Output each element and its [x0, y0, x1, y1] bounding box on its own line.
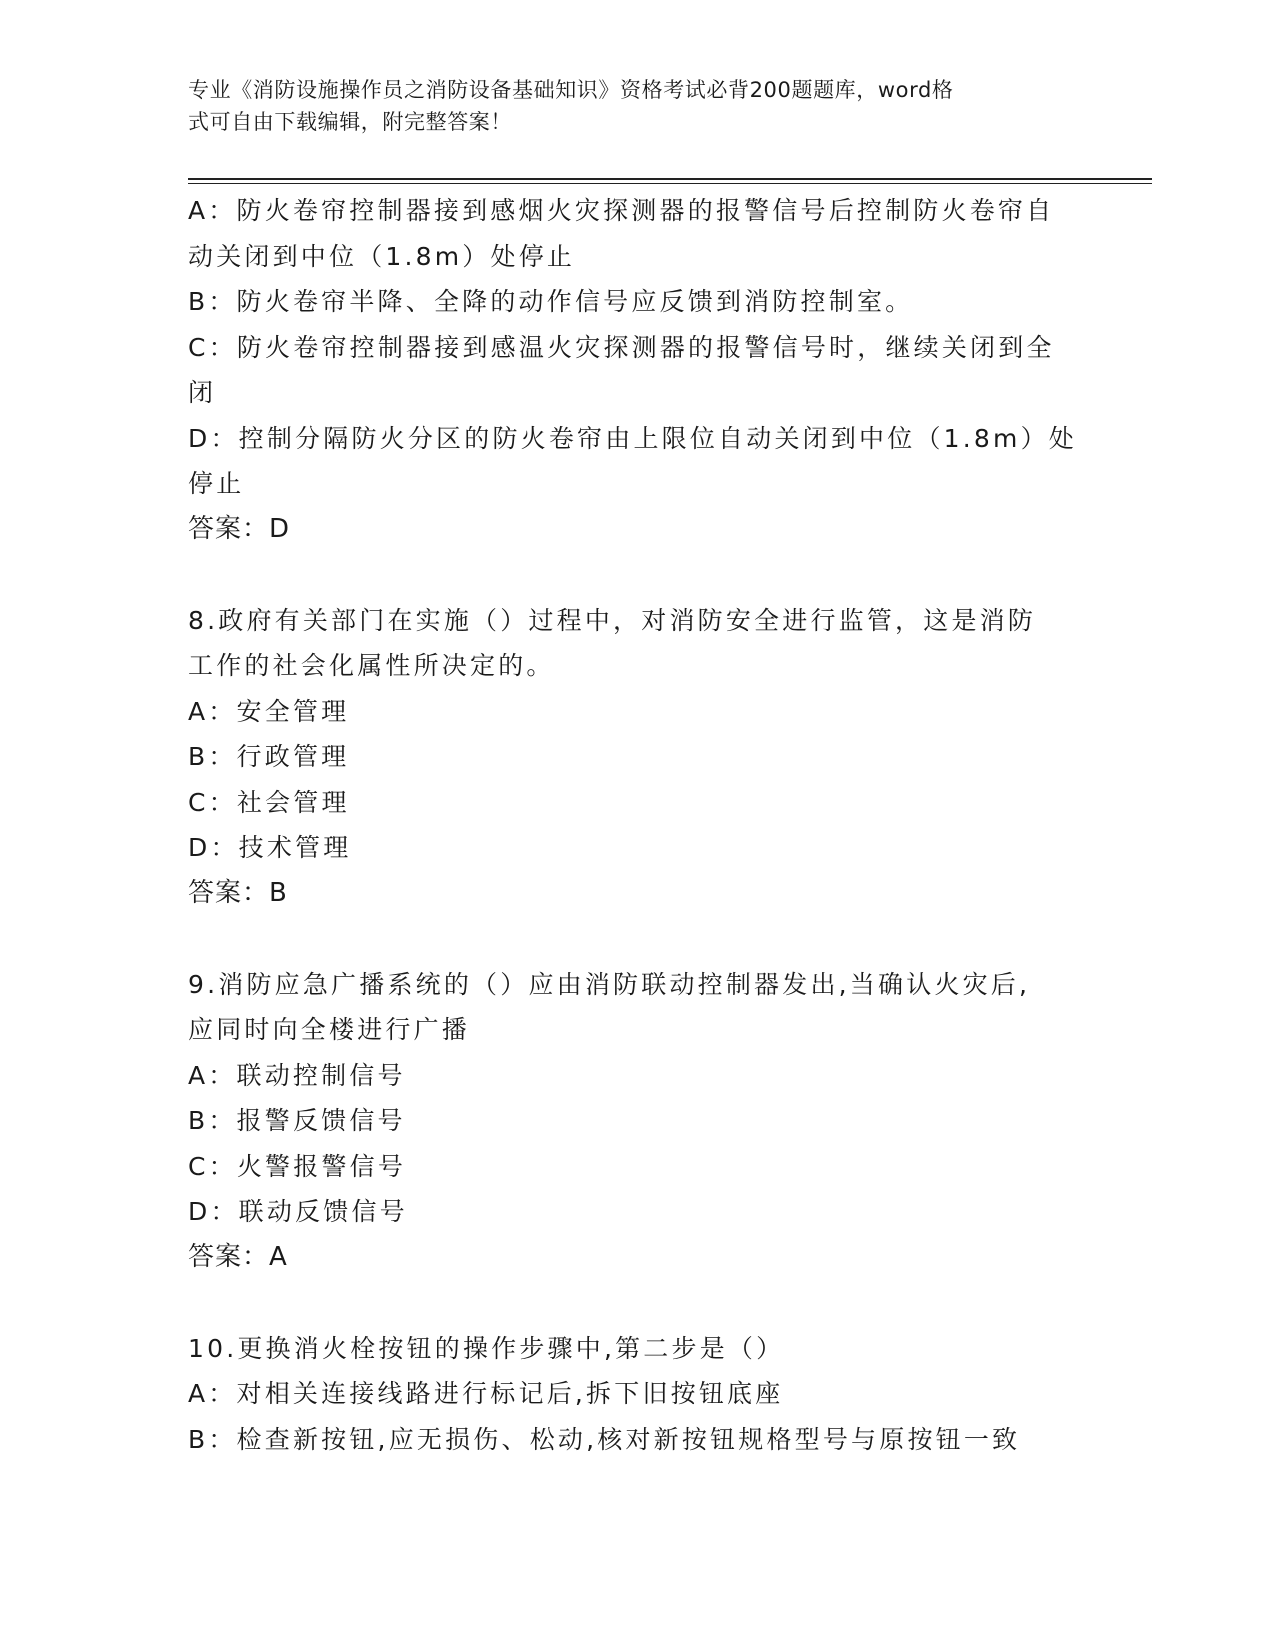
q8-stem-line-2: 工作的社会化属性所决定的。 — [188, 651, 555, 680]
q7-option-b: B：防火卷帘半降、全降的动作信号应反馈到消防控制室。 — [188, 287, 914, 316]
q8-option-b: B：行政管理 — [188, 742, 350, 771]
q9-option-b: B：报警反馈信号 — [188, 1106, 406, 1135]
question-8-block — [188, 598, 1088, 917]
header-divider-thin — [188, 183, 1152, 184]
q7-answer: 答案：D — [188, 513, 291, 544]
spacer — [188, 916, 1088, 962]
header-divider-thick — [188, 178, 1152, 180]
q8-option-a: A：安全管理 — [188, 696, 350, 726]
spacer — [188, 552, 1088, 598]
q7-option-d-line-1: D：控制分隔防火分区的防火卷帘由上限位自动关闭到中位（1.8m）处 — [188, 423, 1077, 453]
q7-option-c-line-2: 闭 — [188, 378, 217, 407]
header-line-1: 专业《消防设施操作员之消防设备基础知识》资格考试必背200题题库，word格 — [188, 78, 954, 102]
q7-option-c-line-1: C：防火卷帘控制器接到感温火灾探测器的报警信号时，继续关闭到全 — [188, 332, 1055, 362]
q9-answer: 答案：A — [188, 1241, 288, 1272]
q10-option-a: A：对相关连接线路进行标记后,拆下旧按钮底座 — [188, 1379, 784, 1408]
q9-option-a: A：联动控制信号 — [188, 1060, 406, 1090]
question-content — [188, 188, 1088, 1462]
q8-option-c: C：社会管理 — [188, 787, 350, 817]
q8-option-d: D：技术管理 — [188, 833, 352, 862]
q9-stem-line-2: 应同时向全楼进行广播 — [188, 1015, 471, 1044]
question-10-block — [188, 1326, 1088, 1463]
document-header — [188, 74, 1068, 138]
question-7-block — [188, 188, 1088, 552]
q8-answer: 答案：B — [188, 877, 288, 908]
q10-option-b: B：检查新按钮,应无损伤、松动,核对新按钮规格型号与原按钮一致 — [188, 1424, 1021, 1454]
spacer — [188, 1280, 1088, 1326]
q7-option-d-line-2: 停止 — [188, 469, 245, 498]
q7-option-a-line-1: A：防火卷帘控制器接到感烟火灾探测器的报警信号后控制防火卷帘自 — [188, 196, 1055, 225]
q7-option-a-line-2: 动关闭到中位（1.8m）处停止 — [188, 241, 576, 271]
q10-stem: 10.更换消火栓按钮的操作步骤中,第二步是（） — [188, 1333, 785, 1363]
header-line-2: 式可自由下载编辑，附完整答案！ — [188, 110, 512, 134]
q8-stem-line-1: 8.政府有关部门在实施（）过程中，对消防安全进行监管，这是消防 — [188, 605, 1037, 635]
q9-option-c: C：火警报警信号 — [188, 1151, 407, 1181]
q9-option-d: D：联动反馈信号 — [188, 1197, 408, 1226]
question-9-block — [188, 962, 1088, 1281]
q9-stem-line-1: 9.消防应急广播系统的（）应由消防联动控制器发出,当确认火灾后, — [188, 969, 1031, 999]
